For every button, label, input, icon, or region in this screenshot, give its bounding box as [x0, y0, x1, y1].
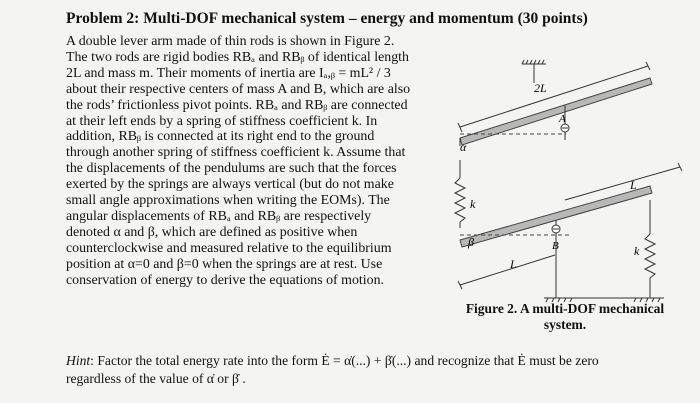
- label-alpha: α: [460, 140, 467, 154]
- paragraph-line: the displacements of the pendulums are such that the forces: [66, 161, 397, 177]
- hint-label: Hint: [66, 353, 91, 368]
- caption-line: system.: [543, 317, 587, 332]
- problem-paragraph: [66, 34, 428, 289]
- figure-2-diagram: [438, 50, 700, 310]
- paragraph-line: counterclockwise and measured relative to the equilibrium: [66, 240, 392, 256]
- label-A: A: [559, 113, 566, 125]
- hint: [66, 352, 686, 388]
- paragraph-line: addition, RBᵦ is connected at its right end to the ground: [66, 129, 375, 145]
- problem-title: Problem 2: Multi-DOF mechanical system – energy and momentum (30 points): [66, 10, 588, 27]
- paragraph-line: position at α=0 and β=0 when the springs are at rest. Use: [66, 256, 383, 272]
- rod-a: [460, 78, 652, 145]
- spring-left: [455, 178, 465, 222]
- label-L-lower: L: [510, 257, 517, 271]
- dimension-2L: [458, 62, 650, 132]
- paragraph-line: about their respective centers of mass A and B, which are also: [66, 81, 411, 97]
- label-B: B: [552, 240, 559, 252]
- label-L-upper: L: [630, 178, 637, 192]
- paragraph-line: angular displacements of RBₐ and RBᵦ are respectively: [66, 208, 372, 224]
- hint-line: regardless of the value of α̇ or β̇ .: [66, 371, 246, 386]
- label-2L: 2L: [534, 81, 547, 95]
- dimension-L-lower: [458, 255, 555, 289]
- paragraph-line: small angle approximations when writing the EOMs). The: [66, 193, 390, 209]
- hint-line: [66, 352, 686, 370]
- paragraph-line: A double lever arm made of thin rods is shown in Figure 2.: [66, 34, 395, 49]
- paragraph-line: at their left ends by a spring of stiffness coefficient k. In: [66, 113, 378, 129]
- label-beta: β: [468, 235, 474, 249]
- label-k-left: k: [470, 197, 476, 211]
- paragraph-line: through another spring of stiffness coefficient k. Assume that: [66, 145, 406, 161]
- paragraph-line: conservation of energy to derive the equations of motion.: [66, 272, 384, 288]
- paragraph-line: the rods’ frictionless pivot points. RBₐ and RBᵦ are connected: [66, 97, 408, 113]
- hint-text: : Factor the total energy rate into the form Ė = α̇(...) + β̇(...) and recognize that Ė must be zero: [90, 353, 599, 368]
- label-k-right: k: [634, 244, 640, 258]
- spring-right: [645, 234, 655, 278]
- paragraph-line: The two rods are rigid bodies RBₐ and RBᵦ of identical length: [66, 49, 409, 65]
- paragraph-line: denoted α and β, which are defined as positive when: [66, 224, 358, 240]
- figure-caption: [440, 301, 690, 333]
- paragraph-line: exerted by the springs are always vertical (but do not make: [66, 177, 394, 193]
- top-ground: [522, 60, 546, 83]
- paragraph-line: 2L and mass m. Their moments of inertia are Iₐ,ᵦ = mL² / 3: [66, 65, 391, 81]
- caption-line: Figure 2. A multi-DOF mechanical: [465, 301, 665, 316]
